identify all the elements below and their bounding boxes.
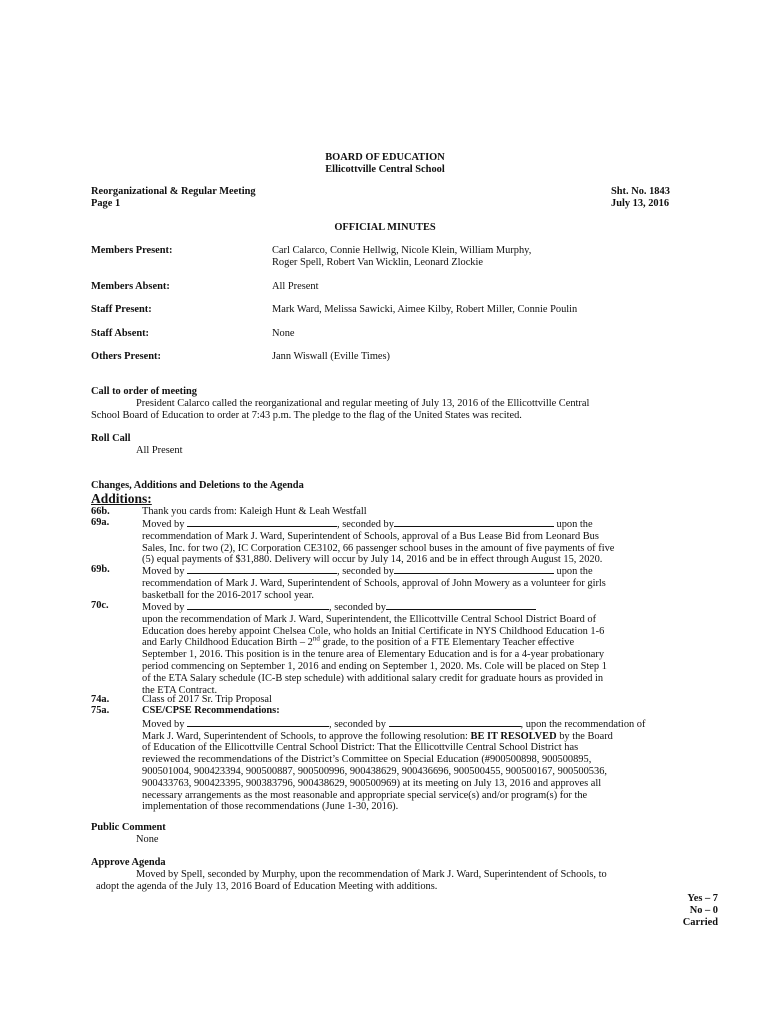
- item-number: 66b.: [91, 506, 110, 517]
- motion-line: [142, 517, 720, 531]
- item-line: implementation of those recommendations (June 1-30, 2016).: [142, 801, 399, 813]
- moved-by-label: Moved by: [142, 566, 185, 577]
- motion-line: [142, 600, 720, 614]
- mover-blank: [187, 517, 337, 527]
- public-comment-text: None: [136, 834, 159, 845]
- seconder-blank: [389, 717, 521, 727]
- moved-by-label: Moved by: [142, 519, 185, 530]
- item-line: period commencing on September 1, 2016 and ending on September 1, 2020. Ms. Cole will be placed on Step 1: [142, 660, 607, 672]
- vote-result: Carried: [682, 917, 718, 928]
- additions-heading: Additions:: [91, 491, 152, 506]
- seconded-by-label: , seconded by: [337, 519, 394, 530]
- call-to-order-heading: Call to order of meeting: [91, 386, 197, 397]
- members-present-value: [272, 245, 732, 269]
- seconded-by-label: , seconded by: [329, 602, 386, 613]
- item-line: 900433763, 900423395, 900383796, 900438629, 900500969) at its meeting on July 13, 2016 and approves all: [142, 777, 602, 789]
- seconder-blank: [394, 564, 554, 574]
- seconded-by-label: , seconded by: [337, 566, 394, 577]
- document-title: OFFICIAL MINUTES: [334, 222, 436, 233]
- moved-by-label: Moved by: [142, 602, 185, 613]
- mover-blank: [187, 564, 337, 574]
- roll-call-heading: Roll Call: [91, 433, 131, 444]
- approve-agenda-heading: Approve Agenda: [91, 857, 166, 868]
- item-number: 70c.: [91, 600, 109, 611]
- item-line: September 1, 2016. This position is in the tenure area of Elementary Education and is for a 4-year probationary: [142, 649, 605, 661]
- call-to-order-line: President Calarco called the reorganizational and regular meeting of July 13, 2016 of the Ellicottville Central: [136, 398, 590, 409]
- meeting-type: Reorganizational & Regular Meeting: [91, 186, 256, 197]
- members-present-line: Carl Calarco, Connie Hellwig, Nicole Klein, William Murphy,: [272, 245, 532, 256]
- agenda-changes-heading: Changes, Additions and Deletions to the Agenda: [91, 480, 304, 491]
- item-line-part: Mark J. Ward, Superintendent of Schools, to approve the following resolution:: [142, 730, 471, 742]
- members-absent-label: Members Absent:: [91, 281, 170, 292]
- staff-absent-value: None: [272, 328, 295, 339]
- call-to-order-line: School Board of Education to order at 7:43 p.m. The pledge to the flag of the United States was recited.: [91, 410, 522, 421]
- vote-yes: Yes – 7: [687, 893, 718, 904]
- upon-the-label: , upon the recommendation of: [520, 718, 646, 730]
- resolved-emphasis: BE IT RESOLVED: [470, 730, 557, 742]
- item-70c: [142, 600, 720, 696]
- item-line: of Education of the Ellicottville Central School District: That the Ellicottville Central School District has: [142, 742, 579, 754]
- org-title: BOARD OF EDUCATION: [325, 152, 445, 163]
- item-line-part: and Early Childhood Education Birth – 2: [142, 637, 313, 649]
- item-line: recommendation of Mark J. Ward, Superintendent of Schools, approval of a Bus Lease Bid from Leonard Bus: [142, 530, 599, 542]
- item-69a: [142, 517, 720, 566]
- item-line: basketball for the 2016-2017 school year.: [142, 589, 314, 601]
- staff-present-label: Staff Present:: [91, 304, 152, 315]
- item-text: Thank you cards from: Kaleigh Hunt & Leah Westfall: [142, 506, 367, 517]
- public-comment-heading: Public Comment: [91, 822, 166, 833]
- page-number: Page 1: [91, 198, 121, 209]
- item-line: Sales, Inc. for two (2), IC Corporation CE3102, 66 passenger school buses in the amount of five payments of five: [142, 542, 615, 554]
- item-line: the ETA Contract.: [142, 684, 218, 696]
- item-text: Class of 2017 Sr. Trip Proposal: [142, 694, 272, 705]
- approve-agenda-line: Moved by Spell, seconded by Murphy, upon the recommendation of Mark J. Ward, Superintendent of Schools, to: [136, 869, 607, 880]
- item-line: upon the recommendation of Mark J. Ward, Superintendent, the Ellicottville Central School District Board of: [142, 613, 597, 625]
- sheet-number: Sht. No. 1843: [611, 186, 670, 197]
- seconder-blank: [394, 517, 554, 527]
- meeting-date: July 13, 2016: [611, 198, 670, 209]
- item-line: reviewed the recommendations of the District’s Committee on Special Education (#900500898, 900500895,: [142, 754, 592, 766]
- ordinal-suffix: nd: [312, 634, 320, 643]
- item-69b: [142, 564, 720, 601]
- mover-blank: [187, 717, 329, 727]
- item-line-part: by the Board: [556, 730, 613, 742]
- item-line-part: grade, to the position of a FTE Elementary Teacher effective: [319, 637, 575, 649]
- item-line: of the ETA Salary schedule (IC-B step schedule) with additional salary credit for graduate hours as provided in: [142, 672, 604, 684]
- others-present-value: Jann Wiswall (Eville Times): [272, 351, 391, 362]
- upon-the-label: upon the: [556, 566, 593, 577]
- item-number: 74a.: [91, 694, 110, 705]
- item-line: [142, 634, 720, 649]
- item-line: [142, 731, 720, 743]
- moved-by-label: Moved by: [142, 718, 185, 730]
- roll-call-text: All Present: [136, 445, 183, 456]
- motion-line: [142, 564, 720, 578]
- item-line: Education does hereby appoint Chelsea Cole, who holds an Initial Certificate in NYS Childhood Education 1-6: [142, 625, 605, 637]
- staff-absent-label: Staff Absent:: [91, 328, 150, 339]
- seconded-by-label: , seconded by: [329, 718, 386, 730]
- members-absent-value: All Present: [272, 281, 319, 292]
- members-present-line: Roger Spell, Robert Van Wicklin, Leonard Zlockie: [272, 256, 484, 268]
- item-line: 900501004, 900423394, 900500887, 900500996, 900438629, 900436696, 900500455, 900500167, 900500536,: [142, 765, 607, 777]
- item-line: (5) equal payments of $31,880. Delivery will occur by July 14, 2016 and be in effect through August 15, 2020.: [142, 554, 603, 566]
- item-number: 69a.: [91, 517, 110, 528]
- item-heading: CSE/CPSE Recommendations:: [142, 705, 280, 716]
- item-75a: [142, 705, 720, 813]
- staff-present-value: Mark Ward, Melissa Sawicki, Aimee Kilby, Robert Miller, Connie Poulin: [272, 304, 578, 315]
- approve-agenda-line: adopt the agenda of the July 13, 2016 Board of Education Meeting with additions.: [96, 881, 438, 892]
- item-number: 75a.: [91, 705, 110, 716]
- seconder-blank: [386, 600, 536, 610]
- item-number: 69b.: [91, 564, 110, 575]
- item-line: recommendation of Mark J. Ward, Superintendent of Schools, approval of John Mowery as a volunteer for girls: [142, 577, 606, 589]
- motion-line: [142, 717, 720, 731]
- vote-no: No – 0: [689, 905, 718, 916]
- mover-blank: [187, 600, 329, 610]
- others-present-label: Others Present:: [91, 351, 161, 362]
- members-present-label: Members Present:: [91, 245, 173, 256]
- school-name: Ellicottville Central School: [325, 164, 445, 175]
- item-line: necessary arrangements as the most reasonable and appropriate special service(s) and/or program(s) for the: [142, 789, 588, 801]
- upon-the-label: upon the: [556, 519, 593, 530]
